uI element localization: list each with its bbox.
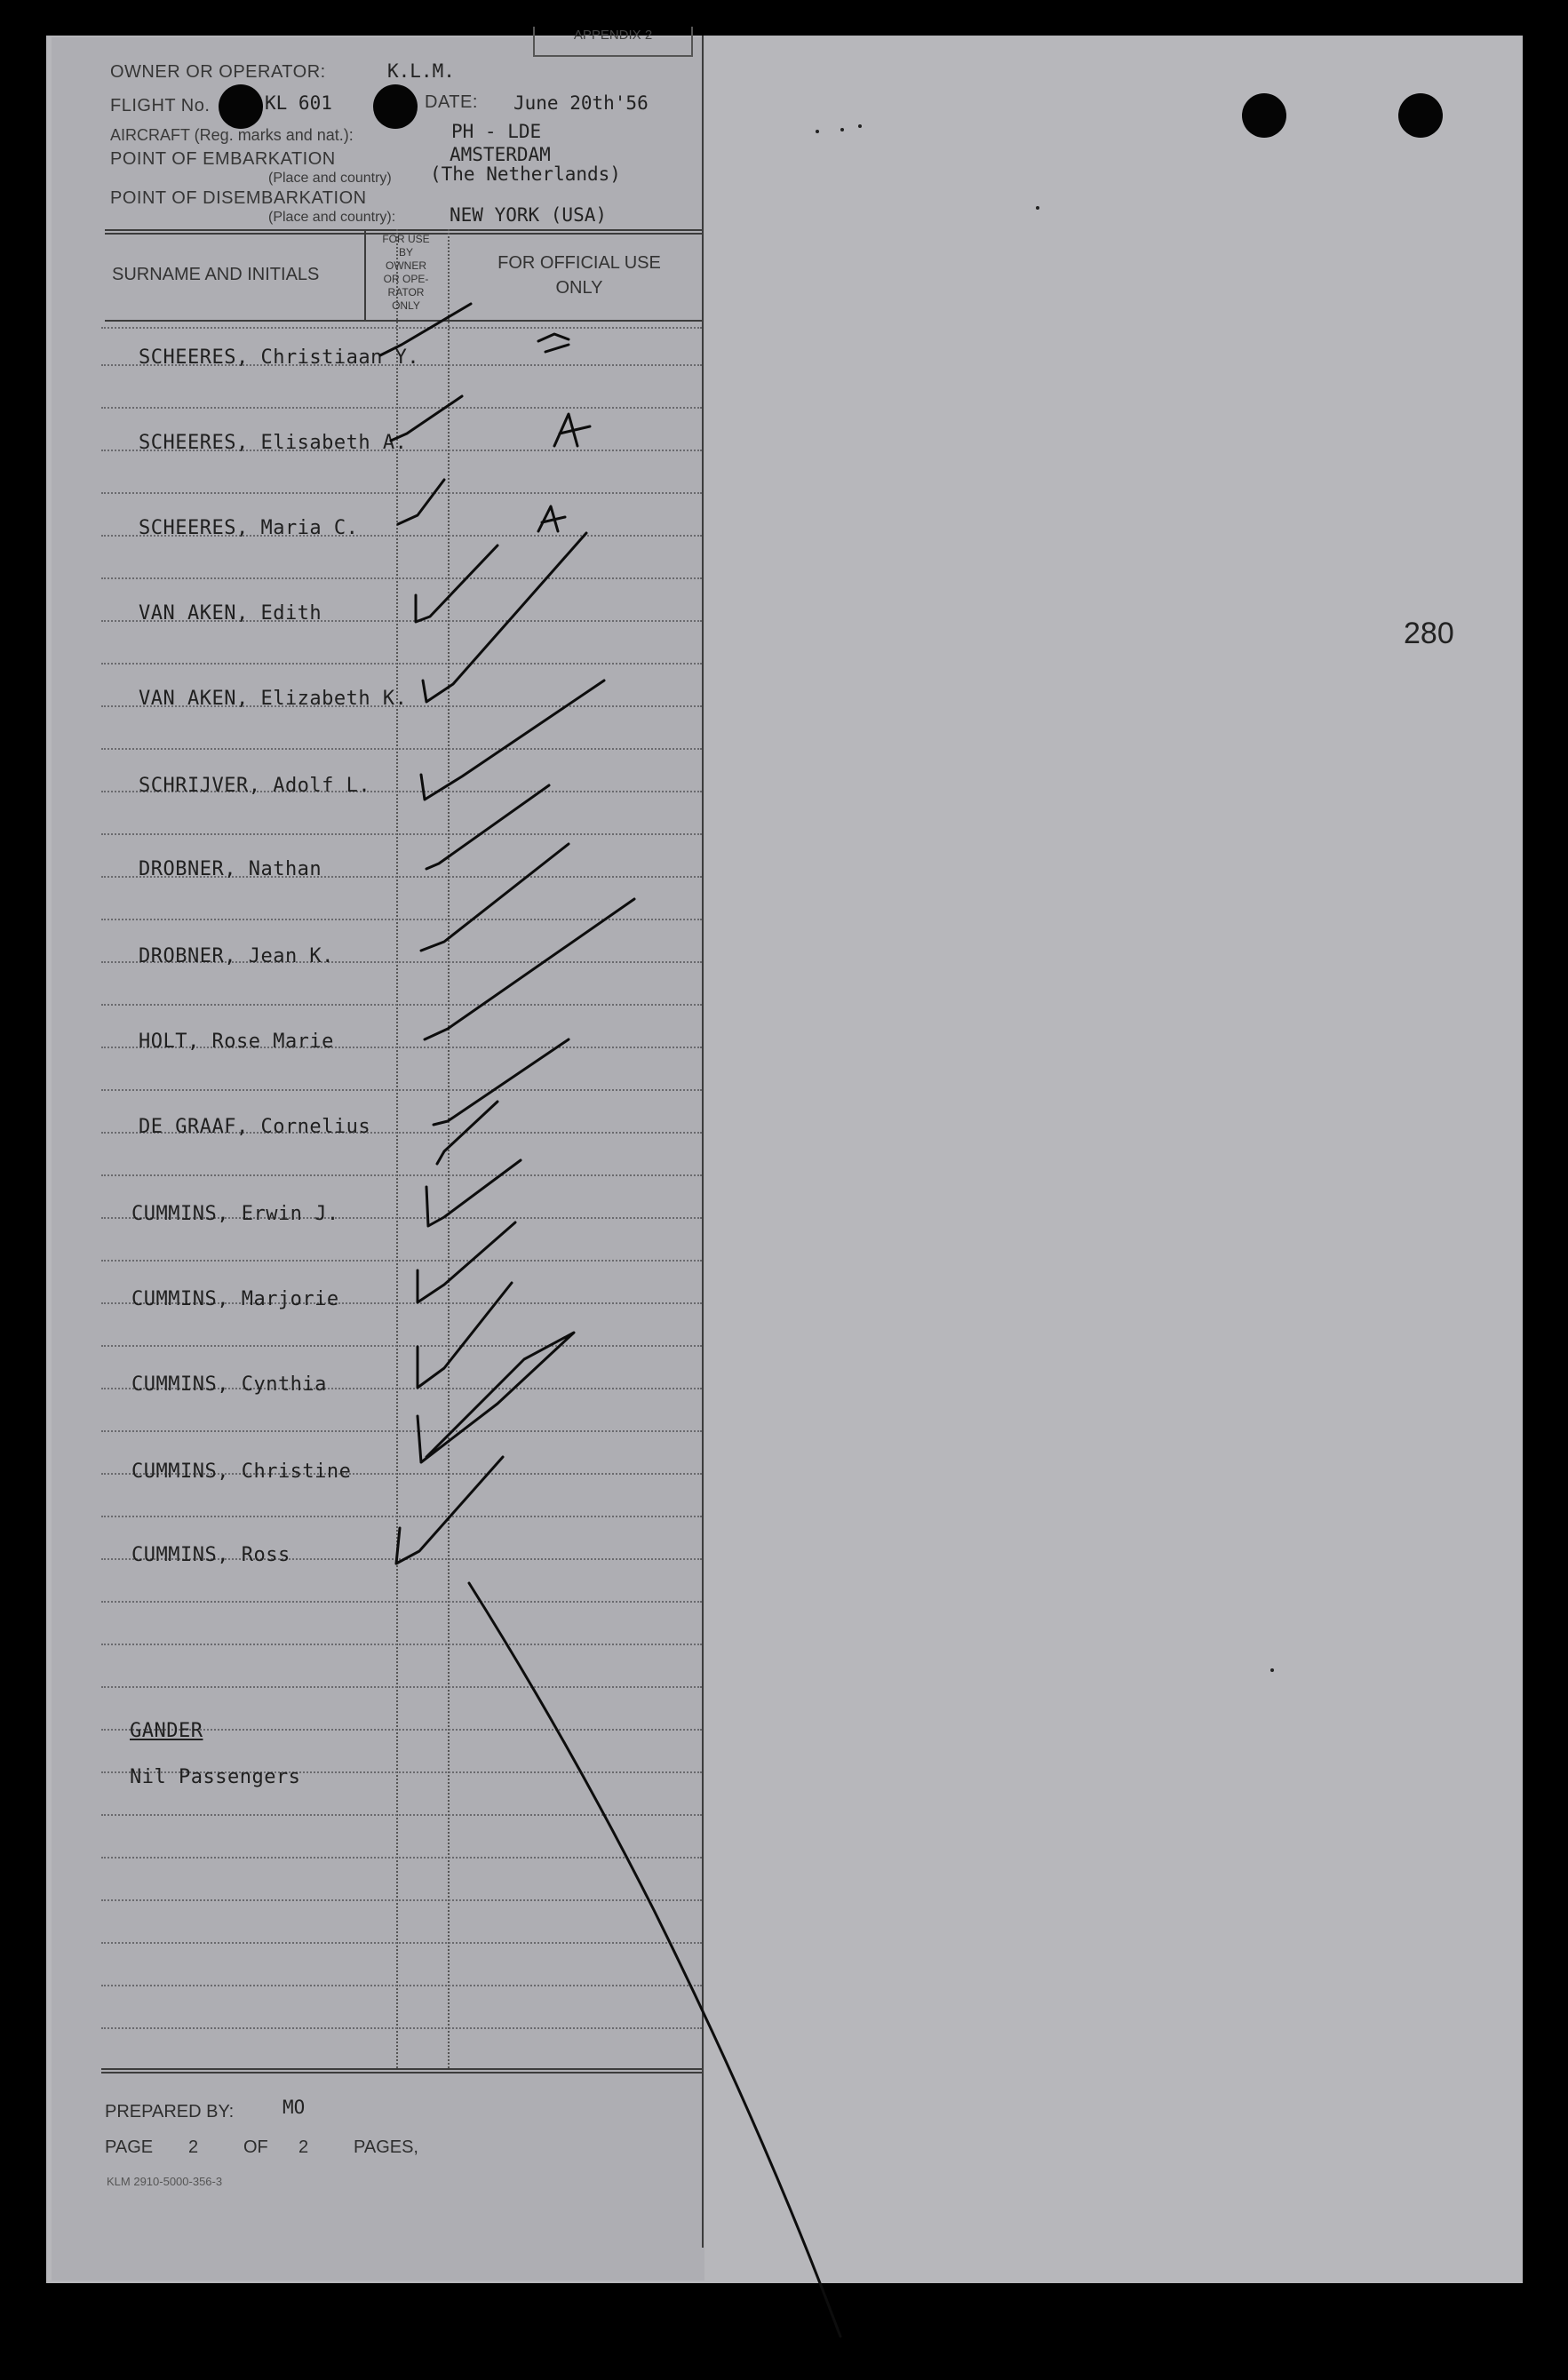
official-mark xyxy=(538,334,569,352)
passenger-name: DROBNER, Jean K. xyxy=(139,945,334,967)
passenger-name: CUMMINS, Cynthia xyxy=(131,1373,327,1396)
passenger-name: DE GRAAF, Cornelius xyxy=(139,1116,371,1138)
owner-use-column-header: FOR USE BY OWNER OR OPE- RATOR ONLY xyxy=(382,233,430,312)
flight-value: KL 601 xyxy=(265,92,332,114)
passenger-name: DROBNER, Nathan xyxy=(139,858,322,880)
passenger-name: SCHEERES, Elisabeth A. xyxy=(139,432,408,454)
date-label: DATE: xyxy=(425,92,478,112)
page-total: 2 xyxy=(298,2137,309,2157)
prepared-by-value: MO xyxy=(283,2097,306,2118)
owner-label: OWNER OR OPERATOR: xyxy=(110,62,326,82)
date-value: June 20th'56 xyxy=(513,92,649,114)
aircraft-value: PH - LDE xyxy=(451,121,542,142)
passenger-name: HOLT, Rose Marie xyxy=(139,1031,334,1053)
form-code: KLM 2910-5000-356-3 xyxy=(107,2175,223,2188)
passenger-name: SCHEERES, Maria C. xyxy=(139,517,359,539)
embarkation-value: AMSTERDAM xyxy=(450,144,551,165)
check-mark xyxy=(391,396,462,441)
check-mark xyxy=(380,304,471,355)
check-mark xyxy=(418,1333,574,1462)
passenger-name: SCHRIJVER, Adolf L. xyxy=(139,775,371,797)
check-mark xyxy=(423,533,586,702)
check-mark xyxy=(416,545,497,622)
flight-label: FLIGHT No. xyxy=(110,96,211,115)
page-label: PAGE xyxy=(105,2137,154,2157)
disembarkation-sub: (Place and country): xyxy=(268,210,396,225)
archive-page-number: 280 xyxy=(1404,617,1454,650)
embarkation-label: POINT OF EMBARKATION xyxy=(110,149,336,169)
embarkation-country: (The Netherlands) xyxy=(430,163,621,185)
official-mark xyxy=(554,414,590,446)
official-use-column-header: FOR OFFICIAL USE ONLY xyxy=(497,253,661,298)
passenger-name: CUMMINS, Marjorie xyxy=(131,1288,339,1310)
check-mark xyxy=(421,681,604,800)
page-current: 2 xyxy=(188,2137,199,2157)
aircraft-label: AIRCRAFT (Reg. marks and nat.): xyxy=(110,126,354,144)
check-mark xyxy=(437,1102,497,1164)
passenger-name: VAN AKEN, Elizabeth K. xyxy=(139,688,408,710)
prepared-by-label: PREPARED BY: xyxy=(105,2102,235,2121)
owner-value: K.L.M. xyxy=(387,60,455,82)
passenger-name: CUMMINS, Erwin J. xyxy=(131,1203,339,1225)
stopover-place: GANDER xyxy=(130,1720,203,1742)
official-mark xyxy=(538,506,565,531)
embarkation-sub: (Place and country) xyxy=(268,171,392,186)
pages-label: PAGES, xyxy=(354,2137,418,2157)
check-mark xyxy=(434,1039,569,1125)
appendix-label: APPENDIX 2 xyxy=(573,28,653,43)
cancel-stroke xyxy=(469,1583,840,2336)
of-label: OF xyxy=(243,2137,268,2157)
check-mark xyxy=(426,1160,521,1226)
passenger-name: CUMMINS, Ross xyxy=(131,1544,291,1566)
disembarkation-label: POINT OF DISEMBARKATION xyxy=(110,188,367,208)
stopover-note: Nil Passengers xyxy=(130,1766,301,1788)
check-mark xyxy=(418,1283,512,1388)
passenger-name: SCHEERES, Christiaan Y. xyxy=(139,346,420,369)
surname-column-header: SURNAME AND INITIALS xyxy=(112,265,320,284)
check-mark xyxy=(396,1457,503,1564)
check-mark xyxy=(426,785,549,869)
check-mark xyxy=(425,899,634,1039)
disembarkation-value: NEW YORK (USA) xyxy=(450,204,608,226)
passenger-name: CUMMINS, Christine xyxy=(131,1461,352,1483)
check-mark xyxy=(418,1222,515,1302)
passenger-name: VAN AKEN, Edith xyxy=(139,602,322,625)
check-mark xyxy=(398,480,444,524)
